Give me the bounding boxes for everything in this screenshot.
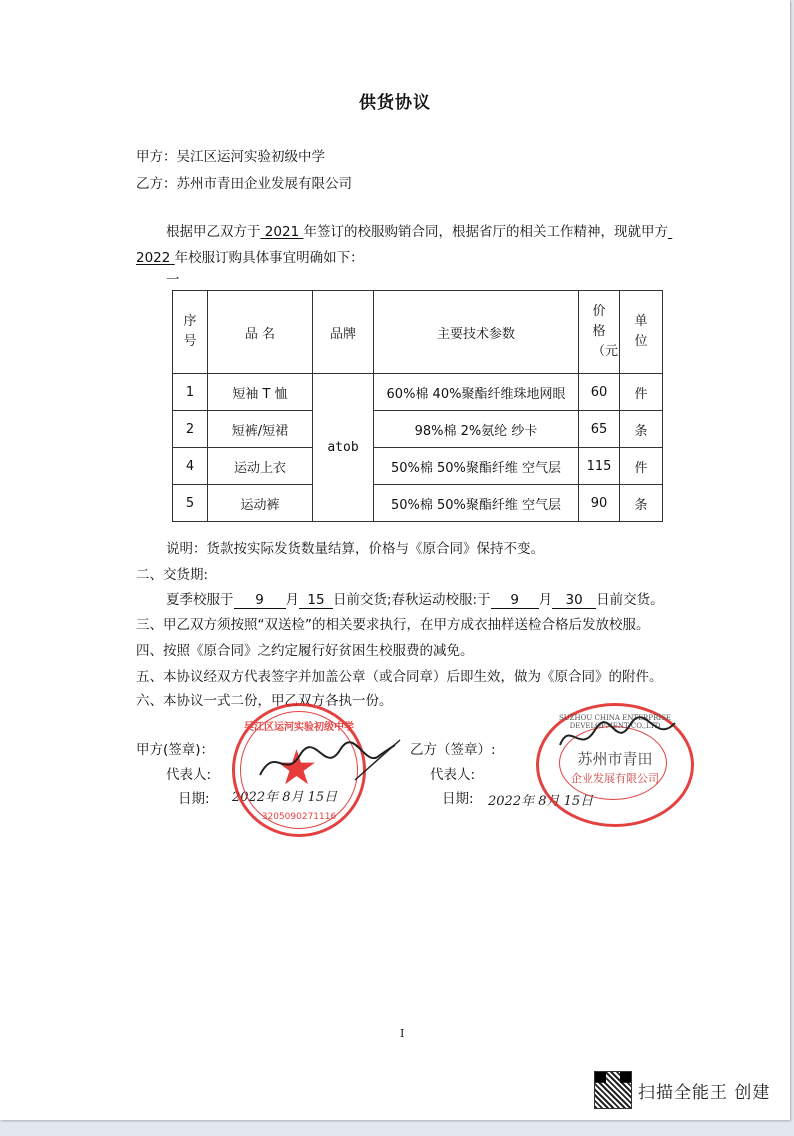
star-icon: ★ bbox=[275, 740, 319, 796]
cell-no: 4 bbox=[173, 448, 208, 485]
cell-no: 2 bbox=[173, 411, 208, 448]
cell-spec: 50%棉 50%聚酯纤维 空气层 bbox=[374, 448, 579, 485]
party-a-seal-label: 甲方(签章)： bbox=[136, 742, 215, 758]
intro-year2: 2022 bbox=[136, 250, 171, 266]
table-row bbox=[173, 374, 663, 411]
intro-line-1 bbox=[166, 220, 672, 240]
party-a-stamp: 吴江区运河实验初级中学 ★ 3205090271116 bbox=[232, 703, 366, 837]
party-a-date-value: 2022年 8月 15日 bbox=[232, 790, 338, 805]
cell-spec: 50%棉 50%聚酯纤维 空气层 bbox=[374, 485, 579, 522]
party-b: 乙方：苏州市青田企业发展有限公司 bbox=[136, 176, 352, 192]
intro-part1: 根据甲乙双方于 bbox=[166, 224, 261, 240]
goods-table bbox=[172, 290, 663, 522]
section4: 四、按照《原合同》之约定履行好贫困生校服费的减免。 bbox=[136, 643, 474, 659]
party-a-rep-label: 代表人: bbox=[166, 767, 212, 783]
table-header-row bbox=[173, 291, 663, 374]
cell-brand: atob bbox=[313, 374, 374, 522]
header-price: 价格（元 bbox=[579, 291, 620, 374]
cell-name: 短裤/短裙 bbox=[208, 411, 313, 448]
intro-year1: 2021 bbox=[264, 224, 300, 240]
party-b-seal-label: 乙方（签章）: bbox=[410, 742, 496, 758]
cell-no: 1 bbox=[173, 374, 208, 411]
cell-price: 115 bbox=[579, 448, 620, 485]
cell-name: 短袖 T 恤 bbox=[208, 374, 313, 411]
cell-unit: 条 bbox=[620, 485, 663, 522]
cell-unit: 条 bbox=[620, 411, 663, 448]
table-row bbox=[173, 485, 663, 522]
section1-marker: 一 bbox=[166, 272, 180, 288]
header-brand: 品牌 bbox=[313, 291, 374, 374]
cell-price: 60 bbox=[579, 374, 620, 411]
cell-spec: 60%棉 40%聚酯纤维珠地网眼 bbox=[374, 374, 579, 411]
table-row bbox=[173, 411, 663, 448]
document-title: 供货协议 bbox=[359, 93, 431, 113]
intro-line-2 bbox=[136, 246, 364, 266]
section6: 六、本协议一式二份，甲乙双方各执一份。 bbox=[136, 693, 393, 709]
section3: 三、甲乙双方须按照“双送检”的相关要求执行，在甲方成衣抽样送检合格后发放校服。 bbox=[136, 617, 650, 633]
header-unit: 单位 bbox=[620, 291, 663, 374]
party-b-signature bbox=[555, 715, 685, 760]
party-b-stamp: SUZHOU CHINA ENTERPRISE DEVELOPMENT CO.,LTD 苏州市青田 企业发展有限公司 bbox=[536, 703, 694, 827]
autumn-month: 9 bbox=[491, 593, 539, 609]
scanner-watermark bbox=[594, 1071, 770, 1109]
header-name: 品 名 bbox=[208, 291, 313, 374]
party-a-date-label: 日期: bbox=[178, 791, 210, 807]
table-row bbox=[173, 448, 663, 485]
section5: 五、本协议经双方代表签字并加盖公章（或合同章）后即生效，做为《原合同》的附件。 bbox=[136, 669, 663, 685]
party-a: 甲方：吴江区运河实验初级中学 bbox=[136, 149, 325, 165]
intro-part3: 年校服订购具体事宜明确如下： bbox=[174, 250, 364, 266]
watermark-text: 扫描全能王 创建 bbox=[638, 1082, 771, 1103]
cell-price: 90 bbox=[579, 485, 620, 522]
cell-no: 5 bbox=[173, 485, 208, 522]
delivery-line: 夏季校服于 9 月 15 日前交货;春秋运动校服:于 9 月 30 日前交货。 bbox=[166, 592, 664, 608]
qr-code-icon bbox=[594, 1071, 632, 1109]
payment-note: 说明：货款按实际发货数量结算，价格与《原合同》保持不变。 bbox=[166, 541, 544, 557]
page-number: I bbox=[400, 1027, 405, 1040]
cell-price: 65 bbox=[579, 411, 620, 448]
party-b-date-value: 2022年 8月 15日 bbox=[488, 794, 594, 809]
cell-name: 运动上衣 bbox=[208, 448, 313, 485]
header-spec: 主要技术参数 bbox=[374, 291, 579, 374]
cell-unit: 件 bbox=[620, 448, 663, 485]
cell-spec: 98%棉 2%氨纶 纱卡 bbox=[374, 411, 579, 448]
cell-name: 运动裤 bbox=[208, 485, 313, 522]
section2-title: 二、交货期: bbox=[136, 567, 209, 583]
autumn-day: 30 bbox=[552, 593, 596, 609]
header-no: 序号 bbox=[173, 291, 208, 374]
party-b-rep-label: 代表人: bbox=[430, 767, 476, 783]
summer-day: 15 bbox=[299, 593, 333, 609]
cell-unit: 件 bbox=[620, 374, 663, 411]
party-b-date-label: 日期: bbox=[442, 791, 474, 807]
intro-part2: 年签订的校服购销合同，根据省厅的相关工作精神，现就甲方 bbox=[303, 224, 668, 240]
summer-month: 9 bbox=[234, 593, 286, 609]
